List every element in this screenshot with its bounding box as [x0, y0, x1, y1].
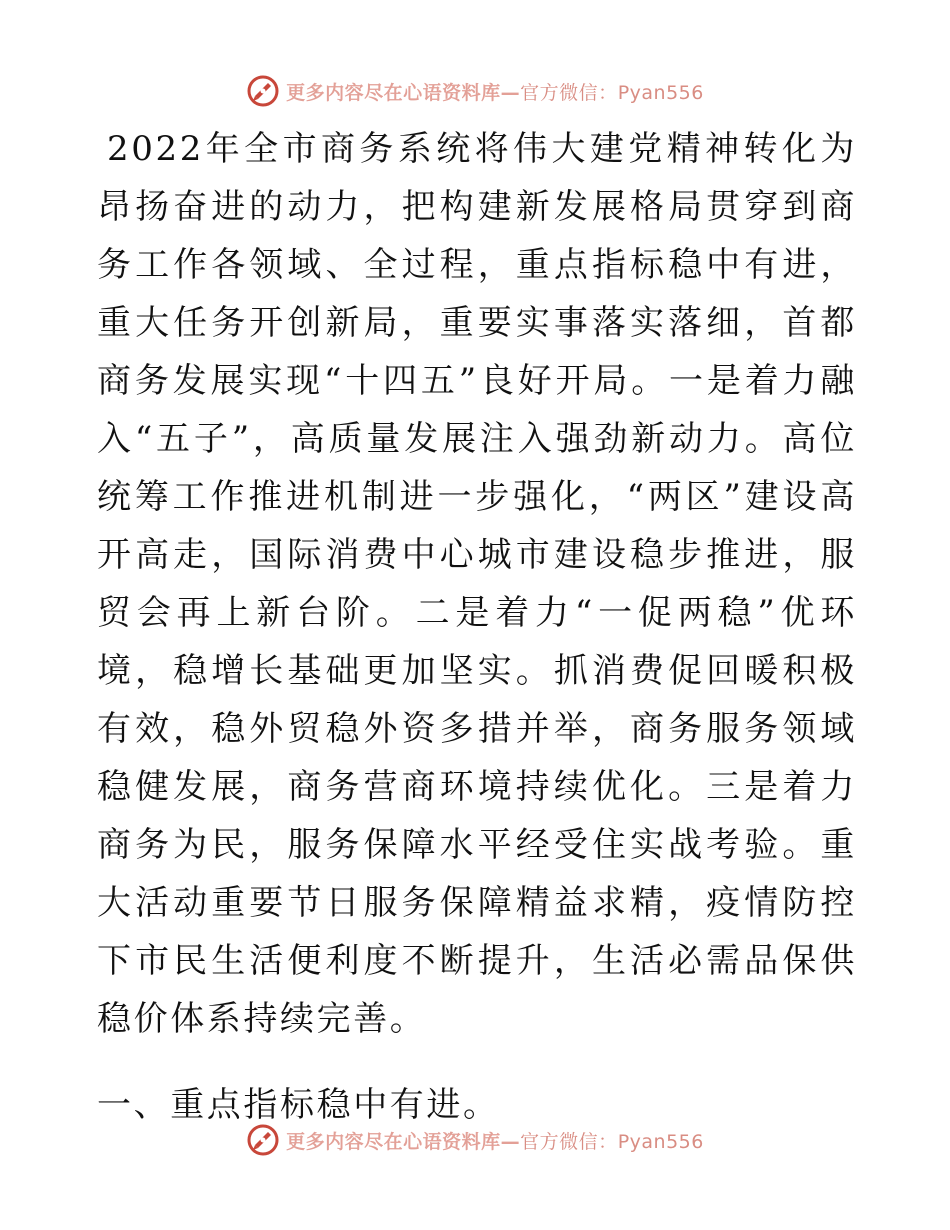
- intro-paragraph-text: 2022年全市商务系统将伟大建党精神转化为昂扬奋进的动力，把构建新发展格局贯穿到商务工作各领域、全过程，重点指标稳中有进，重大任务开创新局，重要实事落实落细，首都商务发展实现“十四五”良好开局。一是着力融入“五子”，高质量发展注入强劲新动力。高位统筹工作推进机制进一步强化，“两区”建设高开高走，国际消费中心城市建设稳步推进，服贸会再上新台阶。二是着力“一促两稳”优环境，稳增长基础更加坚实。抓消费促回暖积极有效，稳外贸稳外资多措并举，商务服务领域稳健发展，商务营商环境持续优化。三是着力商务为民，服务保障水平经受住实战考验。重大活动重要节日服务保障精益求精，疫情防控下市民生活便利度不断提升，生活必需品保供稳价体系持续完善。: [97, 129, 857, 1039]
- watermark-banner-top: [0, 71, 950, 111]
- section-heading-text: 一、重点指标稳中有进。: [97, 1085, 500, 1125]
- watermark-dash: —: [500, 1130, 521, 1153]
- watermark-brand-text: 更多内容尽在心语资料库: [286, 1130, 501, 1153]
- watermark-wechat-id: Pyan556: [617, 81, 704, 104]
- brand-logo-icon: [246, 74, 280, 108]
- watermark-wechat-label: 官方微信：: [520, 1130, 618, 1153]
- watermark-brand-text: 更多内容尽在心语资料库: [286, 81, 501, 104]
- document-body: [97, 120, 857, 1134]
- watermark-banner-bottom: [0, 1120, 950, 1160]
- intro-paragraph: [97, 120, 857, 1048]
- watermark-wechat-label: 官方微信：: [520, 81, 618, 104]
- watermark-wechat-id: Pyan556: [617, 1130, 704, 1153]
- brand-logo-icon: [246, 1123, 280, 1157]
- watermark-dash: —: [500, 81, 521, 104]
